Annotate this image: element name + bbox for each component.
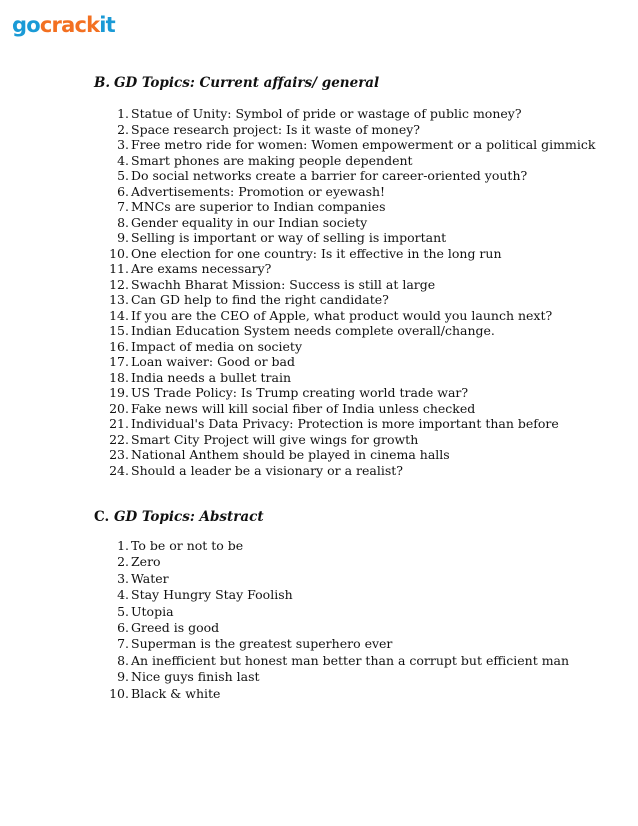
item-number: 7.	[117, 199, 129, 214]
item-number: 6.	[117, 620, 129, 635]
item-text: Swachh Bharat Mission: Success is still at large	[131, 276, 436, 292]
item-text: Can GD help to find the right candidate?	[131, 292, 389, 307]
item-text: Zero	[131, 554, 161, 570]
item-text: US Trade Policy: Is Trump creating world trade war?	[131, 385, 469, 400]
item-number: 24.	[109, 462, 129, 478]
logo-part-go: go	[12, 13, 40, 37]
item-number: 9.	[117, 230, 129, 245]
section-heading	[94, 74, 379, 92]
item-number: 20.	[109, 400, 129, 416]
logo-part-crack: crack	[39, 13, 100, 37]
item-number: 11.	[109, 261, 129, 276]
item-number: 12.	[109, 276, 129, 292]
item-text: Greed is good	[131, 620, 220, 635]
item-number: 8.	[117, 652, 129, 668]
item-number: 13.	[109, 292, 129, 307]
item-number: 9.	[117, 669, 129, 685]
item-text: Gender equality in our Indian society	[131, 214, 368, 230]
item-number: 4.	[117, 152, 129, 168]
item-text: MNCs are superior to Indian companies	[131, 199, 386, 214]
item-number: 1.	[117, 106, 129, 121]
item-text: One election for one country: Is it effective in the long run	[131, 245, 502, 261]
item-text: Loan waiver: Good or bad	[131, 354, 296, 369]
item-number: 18.	[109, 369, 129, 385]
gocrackit-logo	[12, 15, 115, 36]
item-number: 21.	[109, 416, 129, 431]
item-text: Should a leader be a visionary or a realist?	[131, 462, 403, 478]
section-title: GD Topics: Abstract	[114, 509, 264, 525]
section-letter: B.	[94, 75, 111, 91]
item-text: To be or not to be	[131, 538, 244, 553]
item-text: Are exams necessary?	[131, 261, 272, 276]
item-number: 2.	[117, 554, 129, 570]
item-text: An inefficient but honest man better than a corrupt but efficient man	[131, 652, 570, 668]
item-text: Free metro ride for women: Women empowerment or a political gimmick	[131, 137, 596, 152]
item-text: Fake news will kill social fiber of India unless checked	[131, 400, 476, 416]
item-text: Individual's Data Privacy: Protection is more important than before	[131, 416, 559, 431]
item-text: Superman is the greatest superhero ever	[131, 636, 393, 652]
item-text: Water	[131, 570, 169, 586]
logo-part-it: it	[99, 13, 115, 37]
item-text: Impact of media on society	[131, 338, 303, 354]
item-text: Statue of Unity: Symbol of pride or wastage of public money?	[131, 106, 522, 121]
item-number: 6.	[117, 183, 129, 199]
item-number: 19.	[109, 385, 129, 400]
item-number: 23.	[109, 447, 129, 462]
item-number: 5.	[117, 603, 129, 619]
item-number: 22.	[109, 431, 129, 447]
item-number: 7.	[117, 636, 129, 652]
item-text: Space research project: Is it waste of money?	[131, 121, 421, 137]
item-number: 4.	[117, 587, 129, 603]
item-number: 3.	[117, 570, 129, 586]
item-text: Indian Education System needs complete overall/change.	[131, 323, 495, 338]
item-text: Do social networks create a barrier for career-oriented youth?	[131, 168, 528, 183]
item-text: Nice guys finish last	[131, 669, 260, 685]
item-text: Advertisements: Promotion or eyewash!	[131, 183, 386, 199]
item-number: 17.	[109, 354, 129, 369]
item-number: 14.	[109, 307, 129, 323]
item-number: 10.	[109, 245, 129, 261]
item-text: Smart phones are making people dependent	[131, 152, 413, 168]
item-number: 5.	[117, 168, 129, 183]
item-text: Selling is important or way of selling is important	[131, 230, 447, 245]
item-text: If you are the CEO of Apple, what product would you launch next?	[131, 307, 553, 323]
section-letter: C.	[94, 509, 110, 525]
item-text: Black & white	[131, 685, 221, 701]
section-title: GD Topics: Current affairs/ general	[114, 75, 380, 91]
item-text: Utopia	[131, 603, 174, 619]
item-number: 10.	[109, 685, 129, 701]
item-text: Stay Hungry Stay Foolish	[131, 587, 293, 603]
item-text: India needs a bullet train	[131, 369, 292, 385]
item-text: National Anthem should be played in cinema halls	[131, 447, 450, 462]
item-number: 1.	[117, 538, 129, 553]
section-heading	[94, 508, 264, 526]
item-number: 15.	[109, 323, 129, 338]
item-number: 8.	[117, 214, 129, 230]
item-text: Smart City Project will give wings for growth	[131, 431, 419, 447]
item-number: 3.	[117, 137, 129, 152]
item-number: 16.	[109, 338, 129, 354]
item-number: 2.	[117, 121, 129, 137]
